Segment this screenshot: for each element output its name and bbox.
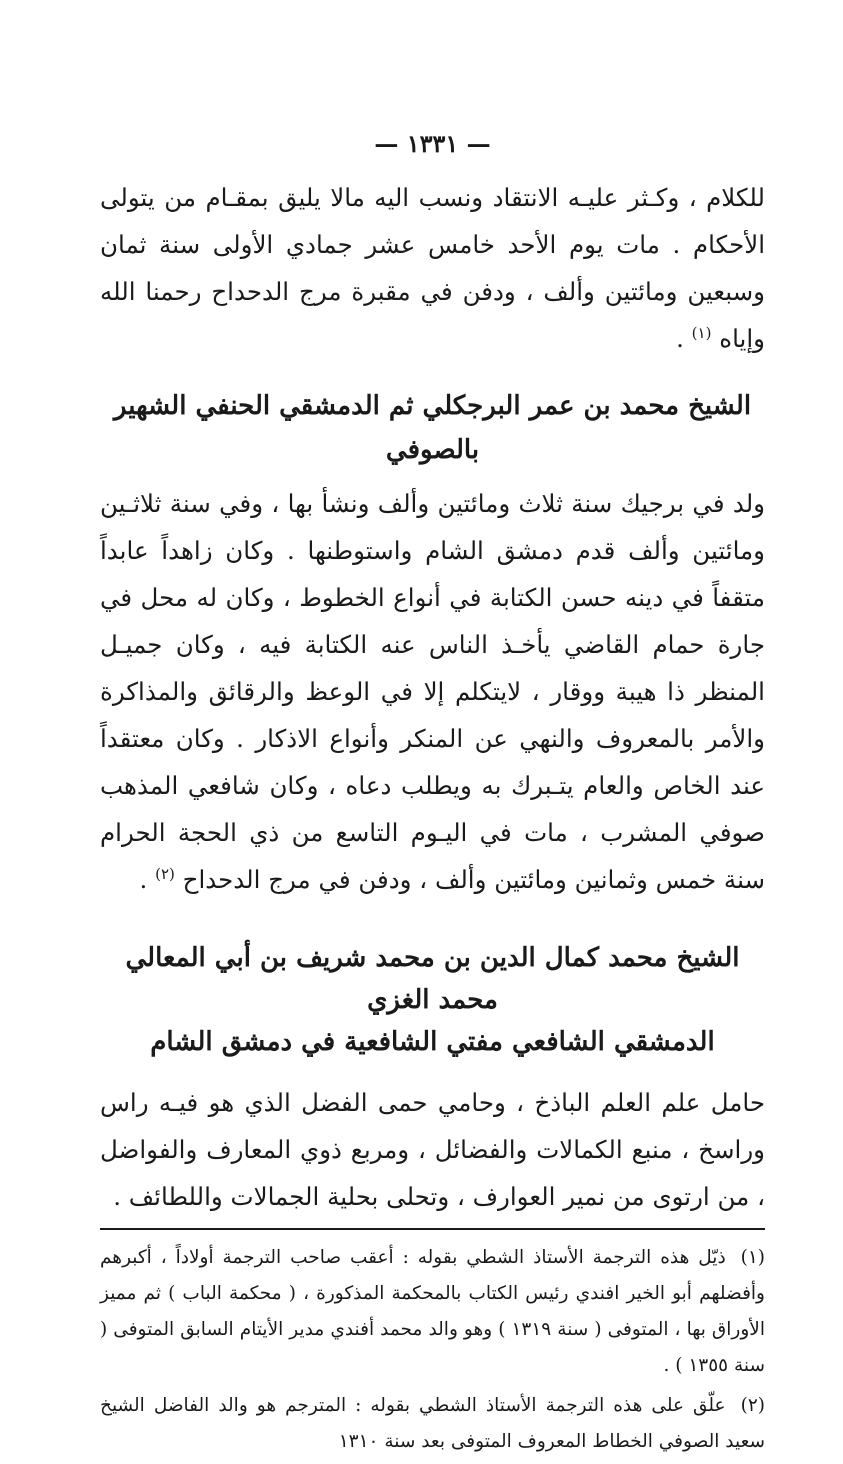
intro-end: . (676, 324, 684, 353)
footnote-ref-1: (١) (691, 323, 712, 342)
entry1-heading: الشيخ محمد بن عمر البرجكلي ثم الدمشقي الحنفي الشهير بالصوفي (113, 391, 752, 465)
footnotes (100, 1240, 765, 1460)
footnote-divider (100, 1228, 765, 1230)
entry1-paragraph (100, 480, 765, 903)
footnote-2-number: (٢) (740, 1395, 765, 1416)
page-number: — ١٣٣١ — (374, 129, 491, 158)
footnote-ref-2: (٢) (155, 864, 175, 883)
entry2-paragraph (100, 1079, 765, 1220)
footnote-2 (100, 1388, 765, 1460)
entry2-heading (100, 937, 765, 1063)
entry1-text: ولد في برجيك سنة ثلاث ومائتين وألف ونشأ بها ، وفي سنة ثلاثـين ومائتين وألف قدم دمشق الشام واستوطنها . وكان زاهداً عابداً متقفاً في دينه حسن الكتابة في أنواع الخطوط ، وكان له محل في جارة حمام القاضي يأخـذ الناس عنه الكتابة فيه ، وكان جميـل المنظر ذا هيبة ووقار ، لايتكلم إلا في الوعظ والرقائق والمذاكرة والأمر بالمعروف والنهي عن المنكر وأنواع الاذكار . وكان معتقداً عند الخاص والعام يتـبرك به ويطلب دعاه ، وكان شافعي المذهب صوفي المشرب ، مات في اليـوم التاسع من ذي الحجة الحرام سنة خمس وثمانين ومائتين وألف ، ودفن في مرج الدحداح (100, 489, 765, 894)
footnote-1-number: (١) (740, 1247, 765, 1268)
footnote-1-text: ذيّل هذه الترجمة الأستاذ الشطي بقوله : أعقب صاحب الترجمة أولاداً ، أكبرهم وأفضلهم أبو الخير افندي رئيس الكتاب بالمحكمة المذكورة ، ( محكمة الباب ) ثم مميز الأوراق بها ، المتوفى ( سنة ١٣١٩ ) وهو والد محمد أفندي مدير الأيتام السابق المتوفى ( سنة ١٣٥٥ ) . (100, 1247, 765, 1376)
book-page (100, 128, 765, 1464)
footnote-1 (100, 1240, 765, 1384)
entry2-heading-line1: الشيخ محمد كمال الدين بن محمد شريف بن أبي المعالي محمد الغزي (125, 943, 740, 1015)
entry2-text: حامل علم العلم الباذخ ، وحامي حمى الفضل الذي هو فيـه راس وراسخ ، منبع الكمالات والفضائل ، ومربع ذوي المعارف والفواضل ، من ارتوى من نمير العوارف ، وتحلى بحلية الجمالات واللطائف . (100, 1088, 765, 1211)
footnote-2-text: علّق على هذه الترجمة الأستاذ الشطي بقوله : المترجم هو والد الفاضل الشيخ سعيد الصوفي الخطاط المعروف المتوفى بعد سنة ١٣١٠ (100, 1395, 765, 1452)
entry2-heading-line2: الدمشقي الشافعي مفتي الشافعية في دمشق الشام (150, 1027, 715, 1057)
intro-text: للكلام ، وكـثر عليـه الانتقاد ونسب اليه مالا يليق بمقـام من يتولى الأحكام . مات يوم الأحد خامس عشر جمادي الأولى سنة ثمان وسبعين ومائتين وألف ، ودفن في مقبرة مرج الدحداح رحمنا الله وإياه (100, 183, 765, 353)
entry1-end: . (139, 865, 148, 894)
intro-paragraph (100, 174, 765, 362)
